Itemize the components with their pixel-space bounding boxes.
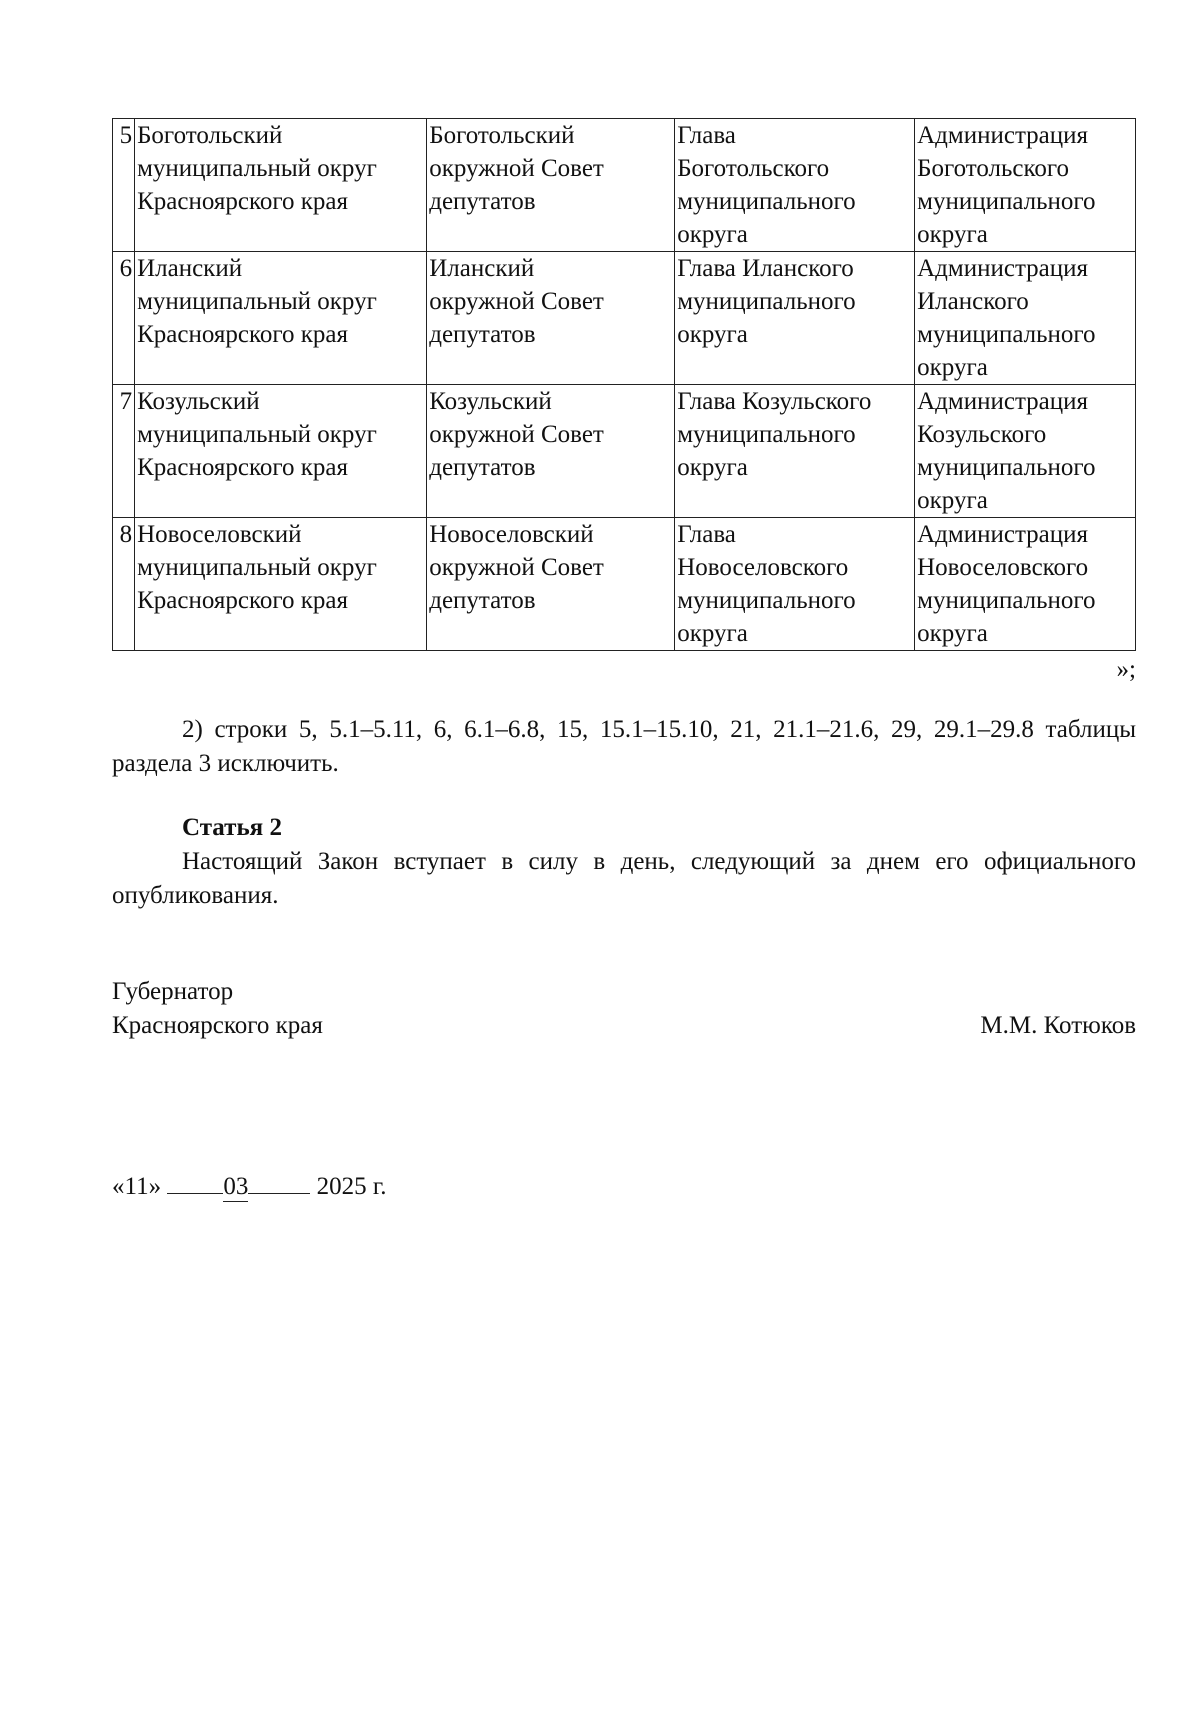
municipality-name: Боготольский муниципальный округ Красноярского края <box>135 119 427 252</box>
table-row <box>113 518 1136 651</box>
administration-name: Администрация Иланского муниципального округа <box>915 252 1136 385</box>
table-row <box>113 119 1136 252</box>
table-row <box>113 252 1136 385</box>
municipality-name: Новоселовский муниципальный округ Красноярского края <box>135 518 427 651</box>
row-number: 7 <box>113 385 135 518</box>
date-day: «11» <box>112 1173 162 1200</box>
table-closing-quote: »; <box>1116 656 1136 683</box>
row-number: 8 <box>113 518 135 651</box>
date-blank-line <box>248 1193 310 1194</box>
head-name: Глава Новоселовского муниципального округа <box>675 518 915 651</box>
document-date <box>112 1170 387 1204</box>
paragraph-exclusion <box>112 713 1136 781</box>
article-text: Настоящий Закон вступает в силу в день, следующий за днем его официального опубликования. <box>112 848 1136 909</box>
council-name: Боготольский окружной Совет депутатов <box>427 119 675 252</box>
council-name: Козульский окружной Совет депутатов <box>427 385 675 518</box>
signatory-position-line1: Губернатор <box>112 978 234 1005</box>
date-year: 2025 г. <box>316 1173 387 1200</box>
signatory-position <box>112 975 323 1043</box>
row-number: 6 <box>113 252 135 385</box>
head-name: Глава Козульского муниципального округа <box>675 385 915 518</box>
date-blank-line <box>167 1193 223 1194</box>
table-row <box>113 385 1136 518</box>
head-name: Глава Иланского муниципального округа <box>675 252 915 385</box>
signatory-position-line2: Красноярского края <box>112 1012 323 1039</box>
signatory-name: М.М. Котюков <box>980 1012 1136 1039</box>
administration-name: Администрация Боготольского муниципального округа <box>915 119 1136 252</box>
paragraph-exclusion-text: 2) строки 5, 5.1–5.11, 6, 6.1–6.8, 15, 15.1–15.10, 21, 21.1–21.6, 29, 29.1–29.8 таблицы раздела 3 исключить. <box>112 716 1136 777</box>
date-month: 03 <box>223 1173 249 1200</box>
administration-name: Администрация Козульского муниципального округа <box>915 385 1136 518</box>
council-name: Иланский окружной Совет депутатов <box>427 252 675 385</box>
municipality-name: Иланский муниципальный округ Красноярского края <box>135 252 427 385</box>
article-title: Статья 2 <box>182 814 282 841</box>
head-name: Глава Боготольского муниципального округа <box>675 119 915 252</box>
administration-name: Администрация Новоселовского муниципального округа <box>915 518 1136 651</box>
municipal-table <box>112 118 1136 651</box>
council-name: Новоселовский окружной Совет депутатов <box>427 518 675 651</box>
row-number: 5 <box>113 119 135 252</box>
article-text-block <box>112 845 1136 913</box>
municipality-name: Козульский муниципальный округ Красноярского края <box>135 385 427 518</box>
